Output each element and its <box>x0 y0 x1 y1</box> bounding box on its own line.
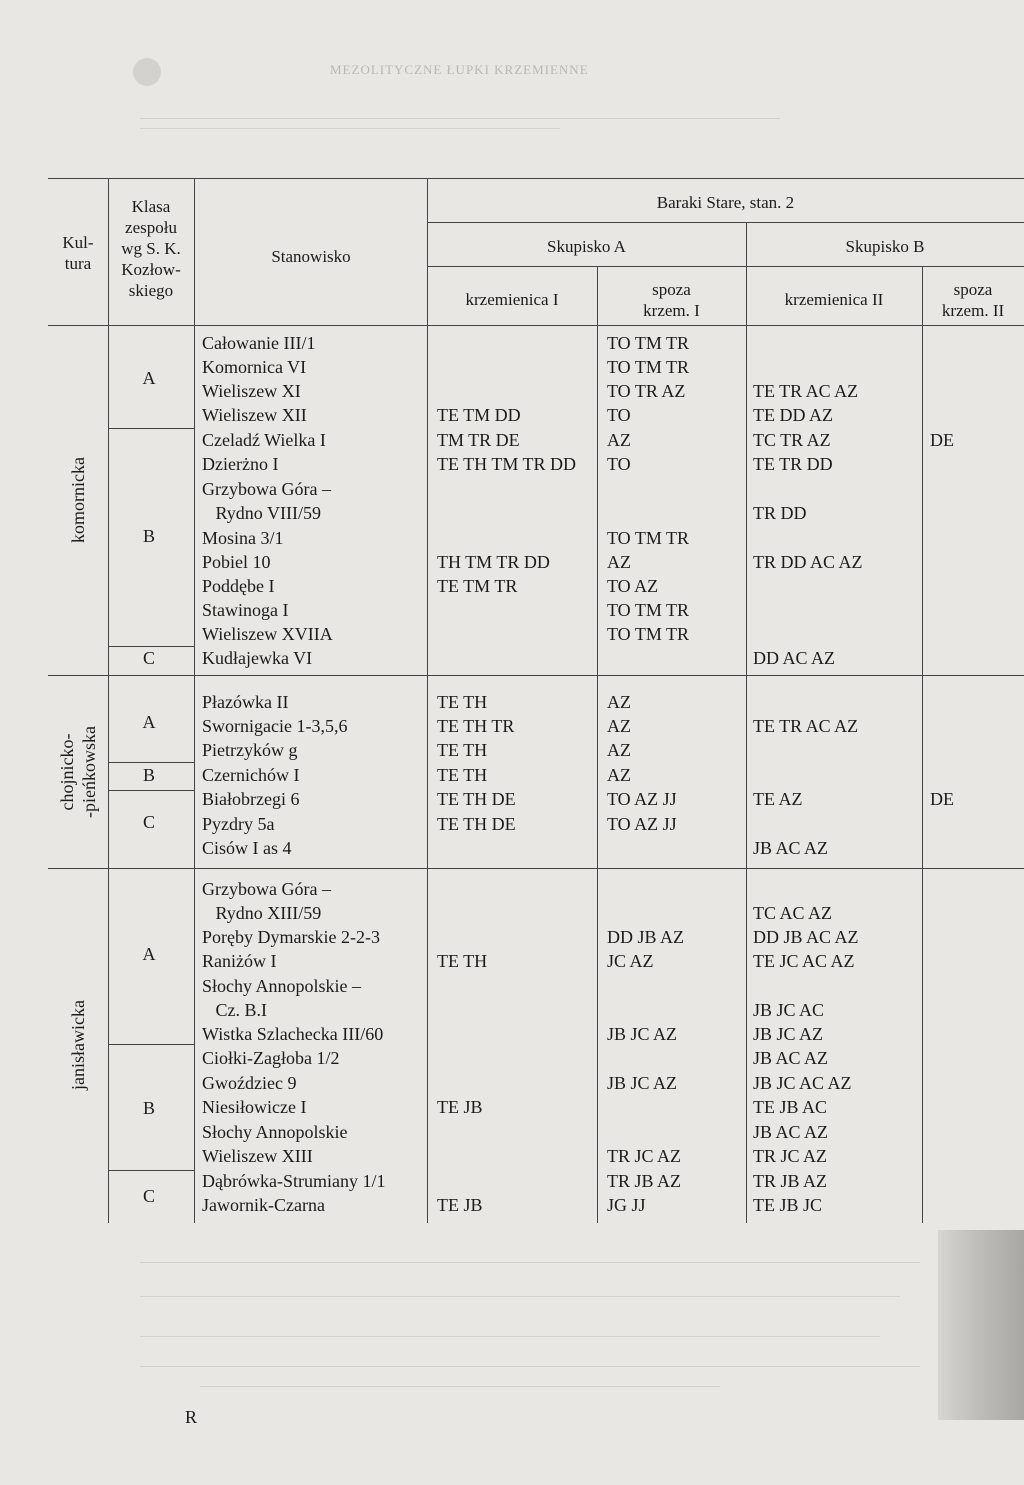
type-codes-cell: TE TR DD <box>753 454 833 474</box>
ghost-line <box>140 1336 880 1337</box>
header-spoza-1: spoza krzem. I <box>643 280 700 320</box>
site-name-cell: Stawinoga I <box>202 600 289 620</box>
type-codes-cell: TE TM DD <box>437 405 521 425</box>
type-codes-cell: TE TH <box>437 765 488 785</box>
type-codes-cell: TC TR AZ <box>753 430 831 450</box>
ghost-line <box>140 1262 920 1263</box>
site-name-cell: Ciołki-Zagłoba 1/2 <box>202 1048 340 1068</box>
type-codes-cell: TR DD <box>753 503 807 523</box>
site-name-cell: Raniżów I <box>202 951 277 971</box>
culture-label: chojnicko- -pieńkowska <box>57 726 99 818</box>
header-kultura: Kul- tura <box>62 233 94 273</box>
type-codes-cell: DD AC AZ <box>753 648 836 668</box>
type-codes-cell: TO TM TR <box>607 357 690 377</box>
type-codes-cell: TE JC AC AZ <box>753 951 855 971</box>
header-klasa: Klasa zespołu wg S. K. Kozłow- skiego <box>121 197 181 300</box>
type-codes-cell: TO TR AZ <box>607 381 686 401</box>
site-name-cell: Grzybowa Góra – <box>202 879 331 899</box>
type-codes-cell: TR JB AZ <box>753 1171 828 1191</box>
running-head: MEZOLITYCZNE ŁUPKI KRZEMIENNE <box>330 62 589 77</box>
type-codes-cell: AZ <box>607 716 631 736</box>
site-name-cell: Mosina 3/1 <box>202 528 284 548</box>
site-name-cell: Dąbrówka-Strumiany 1/1 <box>202 1171 386 1191</box>
type-codes-cell: TR DD AC AZ <box>753 552 863 572</box>
site-name-cell: Wieliszew XI <box>202 381 301 401</box>
site-name-cell: Niesiłowicze I <box>202 1097 307 1117</box>
type-codes-cell: TE TH <box>437 951 488 971</box>
site-name-cell: Swornigacie 1-3,5,6 <box>202 716 348 736</box>
class-label: C <box>142 648 155 668</box>
type-codes-cell: TM TR DE <box>437 430 520 450</box>
type-codes-cell: TE JB <box>437 1097 483 1117</box>
type-codes-cell: AZ <box>607 430 631 450</box>
site-name-cell: Poddębe I <box>202 576 275 596</box>
site-name-cell: Cisów I as 4 <box>202 838 292 858</box>
col-rule <box>922 266 923 1223</box>
culture-label: janisławicka <box>68 1000 88 1090</box>
header-skupisko-b: Skupisko B <box>845 237 925 256</box>
type-codes-cell: JG JJ <box>607 1195 646 1215</box>
type-codes-cell: TE JB AC <box>753 1097 828 1117</box>
header-stanowisko: Stanowisko <box>271 247 351 266</box>
type-codes-cell: JB JC AZ <box>607 1024 678 1044</box>
col-rule <box>194 178 195 1223</box>
site-name-cell: Jawornik-Czarna <box>202 1195 325 1215</box>
type-codes-cell: AZ <box>607 740 631 760</box>
site-name-cell: Cz. B.I <box>202 1000 267 1020</box>
type-codes-cell: JB JC AZ <box>607 1073 678 1093</box>
type-codes-cell: AZ <box>607 692 631 712</box>
type-codes-cell: TE TR AC AZ <box>753 381 859 401</box>
class-label: A <box>142 368 156 388</box>
type-codes-cell: TR JB AZ <box>607 1171 682 1191</box>
class-label: B <box>142 1098 155 1118</box>
header-krzemienica-1: krzemienica I <box>465 290 559 309</box>
type-codes-cell: JC AZ <box>607 951 654 971</box>
site-name-cell: Białobrzegi 6 <box>202 789 300 809</box>
site-name-cell: Wieliszew XIII <box>202 1146 313 1166</box>
site-name-cell: Czeladź Wielka I <box>202 430 326 450</box>
type-codes-cell: TO <box>607 454 631 474</box>
type-codes-cell: TO AZ <box>607 576 659 596</box>
rule-baraki <box>427 222 1024 223</box>
type-codes-cell: TR JC AZ <box>607 1146 682 1166</box>
type-codes-cell: JB JC AC <box>753 1000 825 1020</box>
site-name-cell: Wieliszew XVIIA <box>202 624 333 644</box>
site-name-cell: Płazówka II <box>202 692 289 712</box>
site-name-cell: Słochy Annopolskie <box>202 1122 348 1142</box>
type-codes-cell: JB AC AZ <box>753 1122 829 1142</box>
page-number-mark <box>133 58 161 86</box>
type-codes-cell: TO <box>607 405 631 425</box>
rule-class <box>108 1170 194 1171</box>
type-codes-cell: AZ <box>607 552 631 572</box>
class-label: B <box>142 526 155 546</box>
type-codes-cell: TO TM TR <box>607 600 690 620</box>
type-codes-cell: JB JC AC AZ <box>753 1073 852 1093</box>
type-codes-cell: TE TR AC AZ <box>753 716 859 736</box>
rule-class <box>108 428 194 429</box>
rule-class <box>108 646 194 647</box>
col-rule <box>108 178 109 1223</box>
site-name-cell: Komornica VI <box>202 357 307 377</box>
type-codes-cell: TO AZ JJ <box>607 789 677 809</box>
col-rule <box>427 178 428 1223</box>
type-codes-cell: TE TH TR <box>437 716 515 736</box>
type-codes-cell: TE DD AZ <box>753 405 833 425</box>
ghost-line <box>140 128 560 129</box>
site-name-cell: Czernichów I <box>202 765 300 785</box>
site-name-cell: Dzierżno I <box>202 454 279 474</box>
type-codes-cell: TO TM TR <box>607 528 690 548</box>
type-codes-cell: JB AC AZ <box>753 838 829 858</box>
type-codes-cell: TC AC AZ <box>753 903 833 923</box>
header-krzemienica-2: krzemienica II <box>784 290 884 309</box>
book-spine-shadow <box>938 1230 1024 1420</box>
type-codes-cell: DD JB AC AZ <box>753 927 859 947</box>
type-codes-cell: JB AC AZ <box>753 1048 829 1068</box>
header-skupisko-a: Skupisko A <box>547 237 626 256</box>
header-baraki: Baraki Stare, stan. 2 <box>656 193 795 212</box>
site-name-cell: Pyzdry 5a <box>202 814 275 834</box>
type-codes-cell: AZ <box>607 765 631 785</box>
site-name-cell: Gwoździec 9 <box>202 1073 297 1093</box>
type-codes-cell: TE JB <box>437 1195 483 1215</box>
class-label: C <box>142 1186 155 1206</box>
culture-label: komornicka <box>68 457 88 543</box>
site-name-cell: Wistka Szlachecka III/60 <box>202 1024 384 1044</box>
type-codes-cell: TE TM TR <box>437 576 518 596</box>
type-codes-cell: TH TM TR DD <box>437 552 550 572</box>
type-codes-cell: DE <box>930 430 954 450</box>
rule-class <box>108 762 194 763</box>
site-name-cell: Pietrzyków g <box>202 740 298 760</box>
class-label: A <box>142 712 156 732</box>
site-name-cell: Poręby Dymarskie 2-2-3 <box>202 927 380 947</box>
type-codes-cell: TO TM TR <box>607 624 690 644</box>
header-spoza-2: spoza krzem. II <box>941 280 1005 320</box>
site-name-cell: Kudłajewka VI <box>202 648 313 668</box>
type-codes-cell: TO TM TR <box>607 333 690 353</box>
ghost-line <box>140 1366 920 1367</box>
ghost-line <box>140 1296 900 1297</box>
site-name-cell: Wieliszew XII <box>202 405 307 425</box>
class-label: B <box>142 765 155 785</box>
type-codes-cell: TE TH <box>437 692 488 712</box>
col-rule <box>746 222 747 1223</box>
rule-class <box>108 790 194 791</box>
site-name-cell: Grzybowa Góra – <box>202 479 331 499</box>
site-name-cell: Całowanie III/1 <box>202 333 316 353</box>
site-name-cell: Słochy Annopolskie – <box>202 976 362 996</box>
type-codes-cell: TR JC AZ <box>753 1146 828 1166</box>
ghost-line <box>140 118 780 119</box>
type-codes-cell: DD JB AZ <box>607 927 685 947</box>
site-name-cell: Pobiel 10 <box>202 552 271 572</box>
type-codes-cell: TE TH <box>437 740 488 760</box>
rule-class <box>108 1044 194 1045</box>
type-codes-cell: TO AZ JJ <box>607 814 677 834</box>
type-codes-cell: DE <box>930 789 954 809</box>
type-codes-cell: TE AZ <box>753 789 803 809</box>
rule-skupisko <box>427 266 1024 267</box>
type-codes-cell: TE JB JC <box>753 1195 823 1215</box>
footnote-mark: R <box>185 1407 198 1427</box>
site-name-cell: Rydno XIII/59 <box>202 903 322 923</box>
type-codes-cell: TE TH DE <box>437 814 516 834</box>
ghost-line <box>200 1386 720 1387</box>
class-label: C <box>142 812 155 832</box>
type-codes-cell: JB JC AZ <box>753 1024 824 1044</box>
site-name-cell: Rydno VIII/59 <box>202 503 321 523</box>
type-codes-cell: TE TH TM TR DD <box>437 454 577 474</box>
type-codes-cell: TE TH DE <box>437 789 516 809</box>
class-label: A <box>142 944 156 964</box>
col-rule <box>597 266 598 1223</box>
